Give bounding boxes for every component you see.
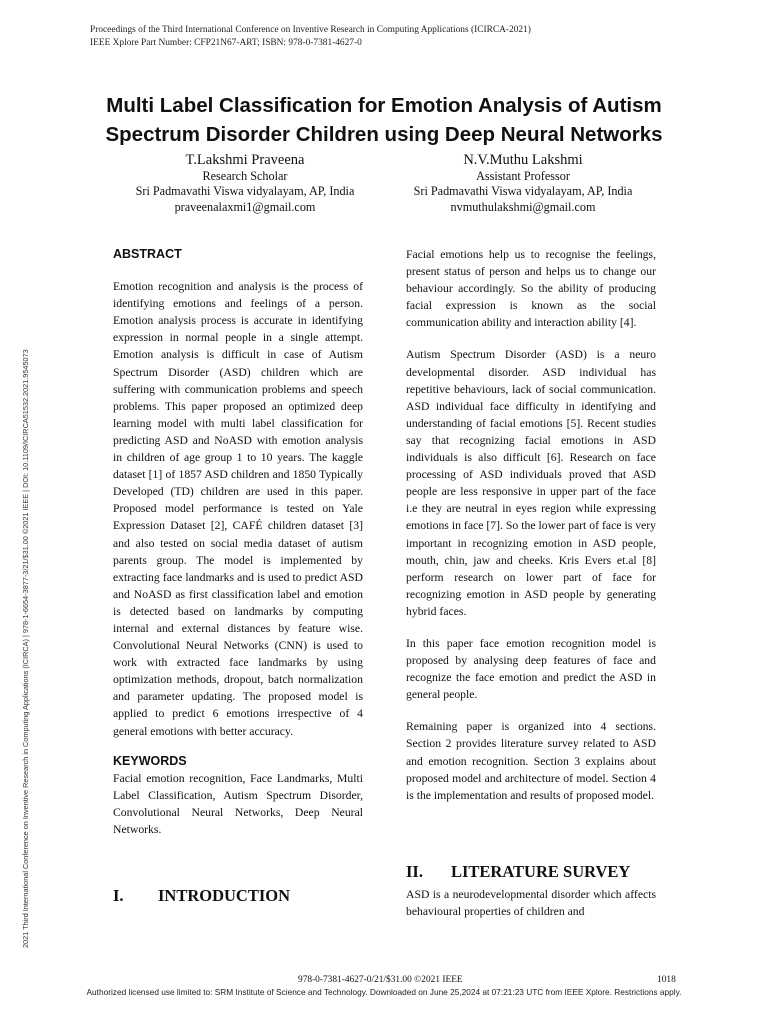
title-line-1: Multi Label Classification for Emotion Analysis of Autism [106,94,662,117]
paragraph: Autism Spectrum Disorder (ASD) is a neuro developmental disorder. ASD individual has repetitive behaviours, lack of social communication. ASD individual face difficulty in identifying and understanding of facial emotions [5]. Recent studies say that recognizing facial emotions in ASD individuals is also difficult [6]. Research on face processing of ASD individuals proved that ASD people are less responsive in upper part of the face i.e they are neutral in eyes region while expressing emotions in face [7]. So the lower part of face is very important in recognizing emotion in ASD people, mouth, chin, jaw and cheeks. Kris Evers et.al [8] perform research on lower part of face for recognizing emotion in ASD people by generating hybrid faces. [406,348,656,618]
author-role: Research Scholar [202,169,288,183]
keywords-body: Facial emotion recognition, Face Landmarks, Multi Label Classification, Autism Spectrum Disorder, Convolutional Neural Networks, Deep Neural Networks. [113,771,363,836]
author-name: T.Lakshmi Praveena [185,152,305,168]
author-email[interactable]: nvmuthulakshmi@gmail.com [450,199,596,214]
page-number: 1018 [657,975,676,985]
paragraph: Remaining paper is organized into 4 sections. Section 2 provides literature survey related to ASD and emotion recognition. Section 3 explains about proposed model and architecture of model. Section 4 is the implementation and results of proposed model. [406,720,656,802]
header-isbn: IEEE Xplore Part Number: CFP21N67-ART; ISBN: 978-0-7381-4627-0 [90,38,362,48]
left-column [113,246,363,838]
section-title: INTRODUCTION [158,886,291,905]
section-number: I. [113,886,124,905]
paper-title [0,91,768,149]
section-number: II. [406,862,423,881]
keywords-heading: KEYWORDS [113,753,187,768]
author-block-1 [110,152,380,215]
section-literature-heading [406,862,630,882]
author-role: Assistant Professor [476,169,570,183]
author-affiliation: Sri Padmavathi Viswa vidyalayam, AP, India [413,184,633,199]
paragraph: ASD is a neurodevelopmental disorder which affects behavioural properties of children and [406,888,656,919]
title-line-2: Spectrum Disorder Children using Deep Neural Networks [105,123,663,146]
doi-sidebar: 2021 Third International Conference on Inventive Research in Computing Applications (ICIRCA) | 978-1-6654-3877-3/21/$31.00 ©2021 IEEE | DOI: 10.1109/ICIRCA51532.2021.9545073 [21,349,30,948]
conference-header [90,24,531,50]
footer-copyright: 978-0-7381-4627-0/21/$31.00 ©2021 IEEE [298,975,463,985]
author-block-2 [388,152,658,215]
abstract-heading: ABSTRACT [113,247,182,261]
header-proceedings: Proceedings of the Third International Conference on Inventive Research in Computing Applications (ICIRCA-2021) [90,25,531,35]
author-affiliation: Sri Padmavathi Viswa vidyalayam, AP, India [135,184,355,199]
section-introduction-heading [113,886,290,906]
abstract-body: Emotion recognition and analysis is the process of identifying emotions and feelings of a person. Emotion analysis process is accurate in identifying expression in normal people in a single attempt. Emotion analysis is difficult in case of Autism Spectrum Disorder (ASD) children which are suffering with communication problems and speech problems. This paper proposed an optimized deep learning model with multi label classification for predicting ASD and NoASD with emotion analysis in children of age group 1 to 10 years. The kaggle dataset [1] of 1857 ASD children and 1850 Typically Developed (TD) children are used in this paper. Proposed model performance is tested on Yale Expression Dataset [2], CAFÉ children dataset [3] and also tested on social media dataset of autism parents group. The model is implemented by extracting face landmarks and is used to predict ASD and NoASD as first classification label and emotion is detected based on landmarks by computing internal and external distances by feature wise. Convolutional Neural Networks (CNN) is used to work with extracted face landmarks by using optimization methods, dropout, batch normalization and parameter updating. The proposed model is applied to predict 6 emotions irrespective of 4 general emotions with better accuracy. [113,280,363,738]
license-notice: Authorized licensed use limited to: SRM Institute of Science and Technology. Downloaded on June 25,2024 at 07:21:23 UTC from IEEE Xplore. Restrictions apply. [86,987,682,997]
literature-text [406,886,656,920]
section-title: LITERATURE SURVEY [451,862,631,881]
paragraph: Facial emotions help us to recognise the feelings, present status of person and helps us to change our behaviour accordingly. So the ability of producing facial expression is known as the social communication ability and interaction ability [4]. [406,248,656,330]
author-name: N.V.Muthu Lakshmi [463,152,583,168]
right-column [406,246,656,804]
author-email[interactable]: praveenalaxmi1@gmail.com [174,199,316,214]
paragraph: In this paper face emotion recognition model is proposed by analysing deep features of face and recognize the face emotion and predict the ASD in general people. [406,636,656,702]
